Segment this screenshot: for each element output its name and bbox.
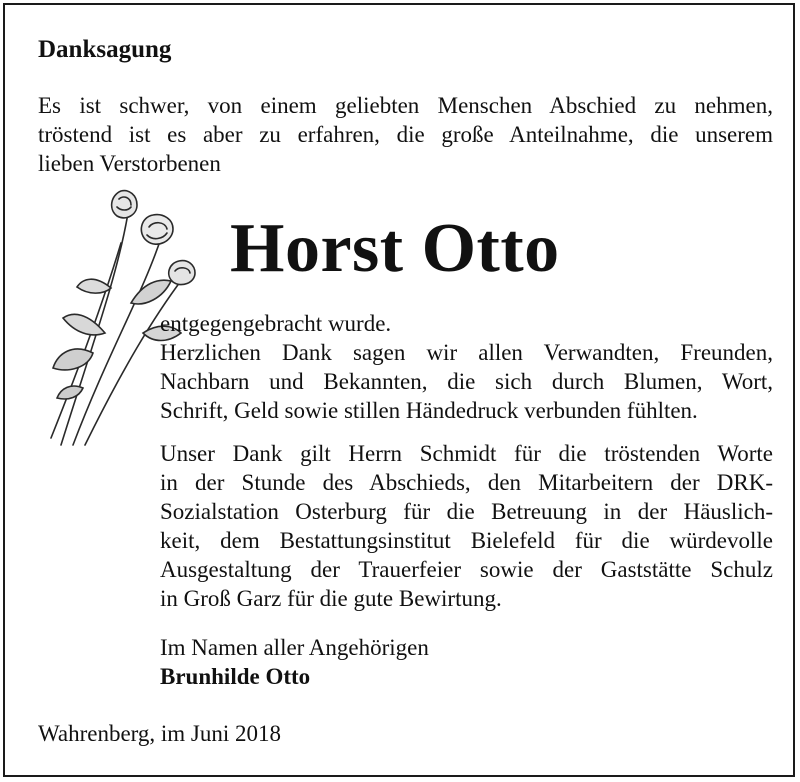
intro-line: tröstend ist es aber zu erfahren, die große Anteilnahme, die unserem: [38, 122, 773, 147]
body-line: Unser Dank gilt Herrn Schmidt für die tröstenden Worte: [160, 441, 773, 466]
body-line: Sozialstation Osterburg für die Betreuung in der Häuslich-: [160, 499, 773, 524]
intro-line: lieben Verstorbenen: [38, 151, 221, 176]
body-line: entgegengebracht wurde.: [160, 311, 392, 336]
paragraph-acknowledgements: [160, 439, 773, 613]
notice-heading: Danksagung: [38, 36, 172, 63]
body-line: in Groß Garz für die gute Bewirtung.: [160, 586, 502, 611]
notice-frame: [3, 3, 795, 777]
body-line: keit, dem Bestattungsinstitut Bielefeld für die würdevolle: [160, 528, 773, 553]
body-line: in der Stunde des Abschieds, den Mitarbeitern der DRK-: [160, 470, 773, 495]
body-line: Ausgestaltung der Trauerfeier sowie der Gaststätte Schulz: [160, 557, 773, 582]
paragraph-thanks: [160, 309, 773, 425]
signer-name: Brunhilde Otto: [160, 664, 311, 689]
intro-line: Es ist schwer, von einem geliebten Menschen Abschied zu nehmen,: [38, 93, 773, 118]
on-behalf-line: Im Namen aller Angehörigen: [160, 635, 429, 660]
deceased-name: Horst Otto: [230, 210, 560, 287]
intro-text: [38, 91, 773, 178]
closing: [160, 633, 773, 691]
body-line: Herzlichen Dank sagen wir allen Verwandten, Freunden,: [160, 340, 773, 365]
place-date: Wahrenberg, im Juni 2018: [38, 721, 282, 746]
body-line: Nachbarn und Bekannten, die sich durch Blumen, Wort,: [160, 369, 773, 394]
body-line: Schrift, Geld sowie stillen Händedruck verbunden fühlten.: [160, 398, 698, 423]
notice-body: [160, 309, 773, 691]
